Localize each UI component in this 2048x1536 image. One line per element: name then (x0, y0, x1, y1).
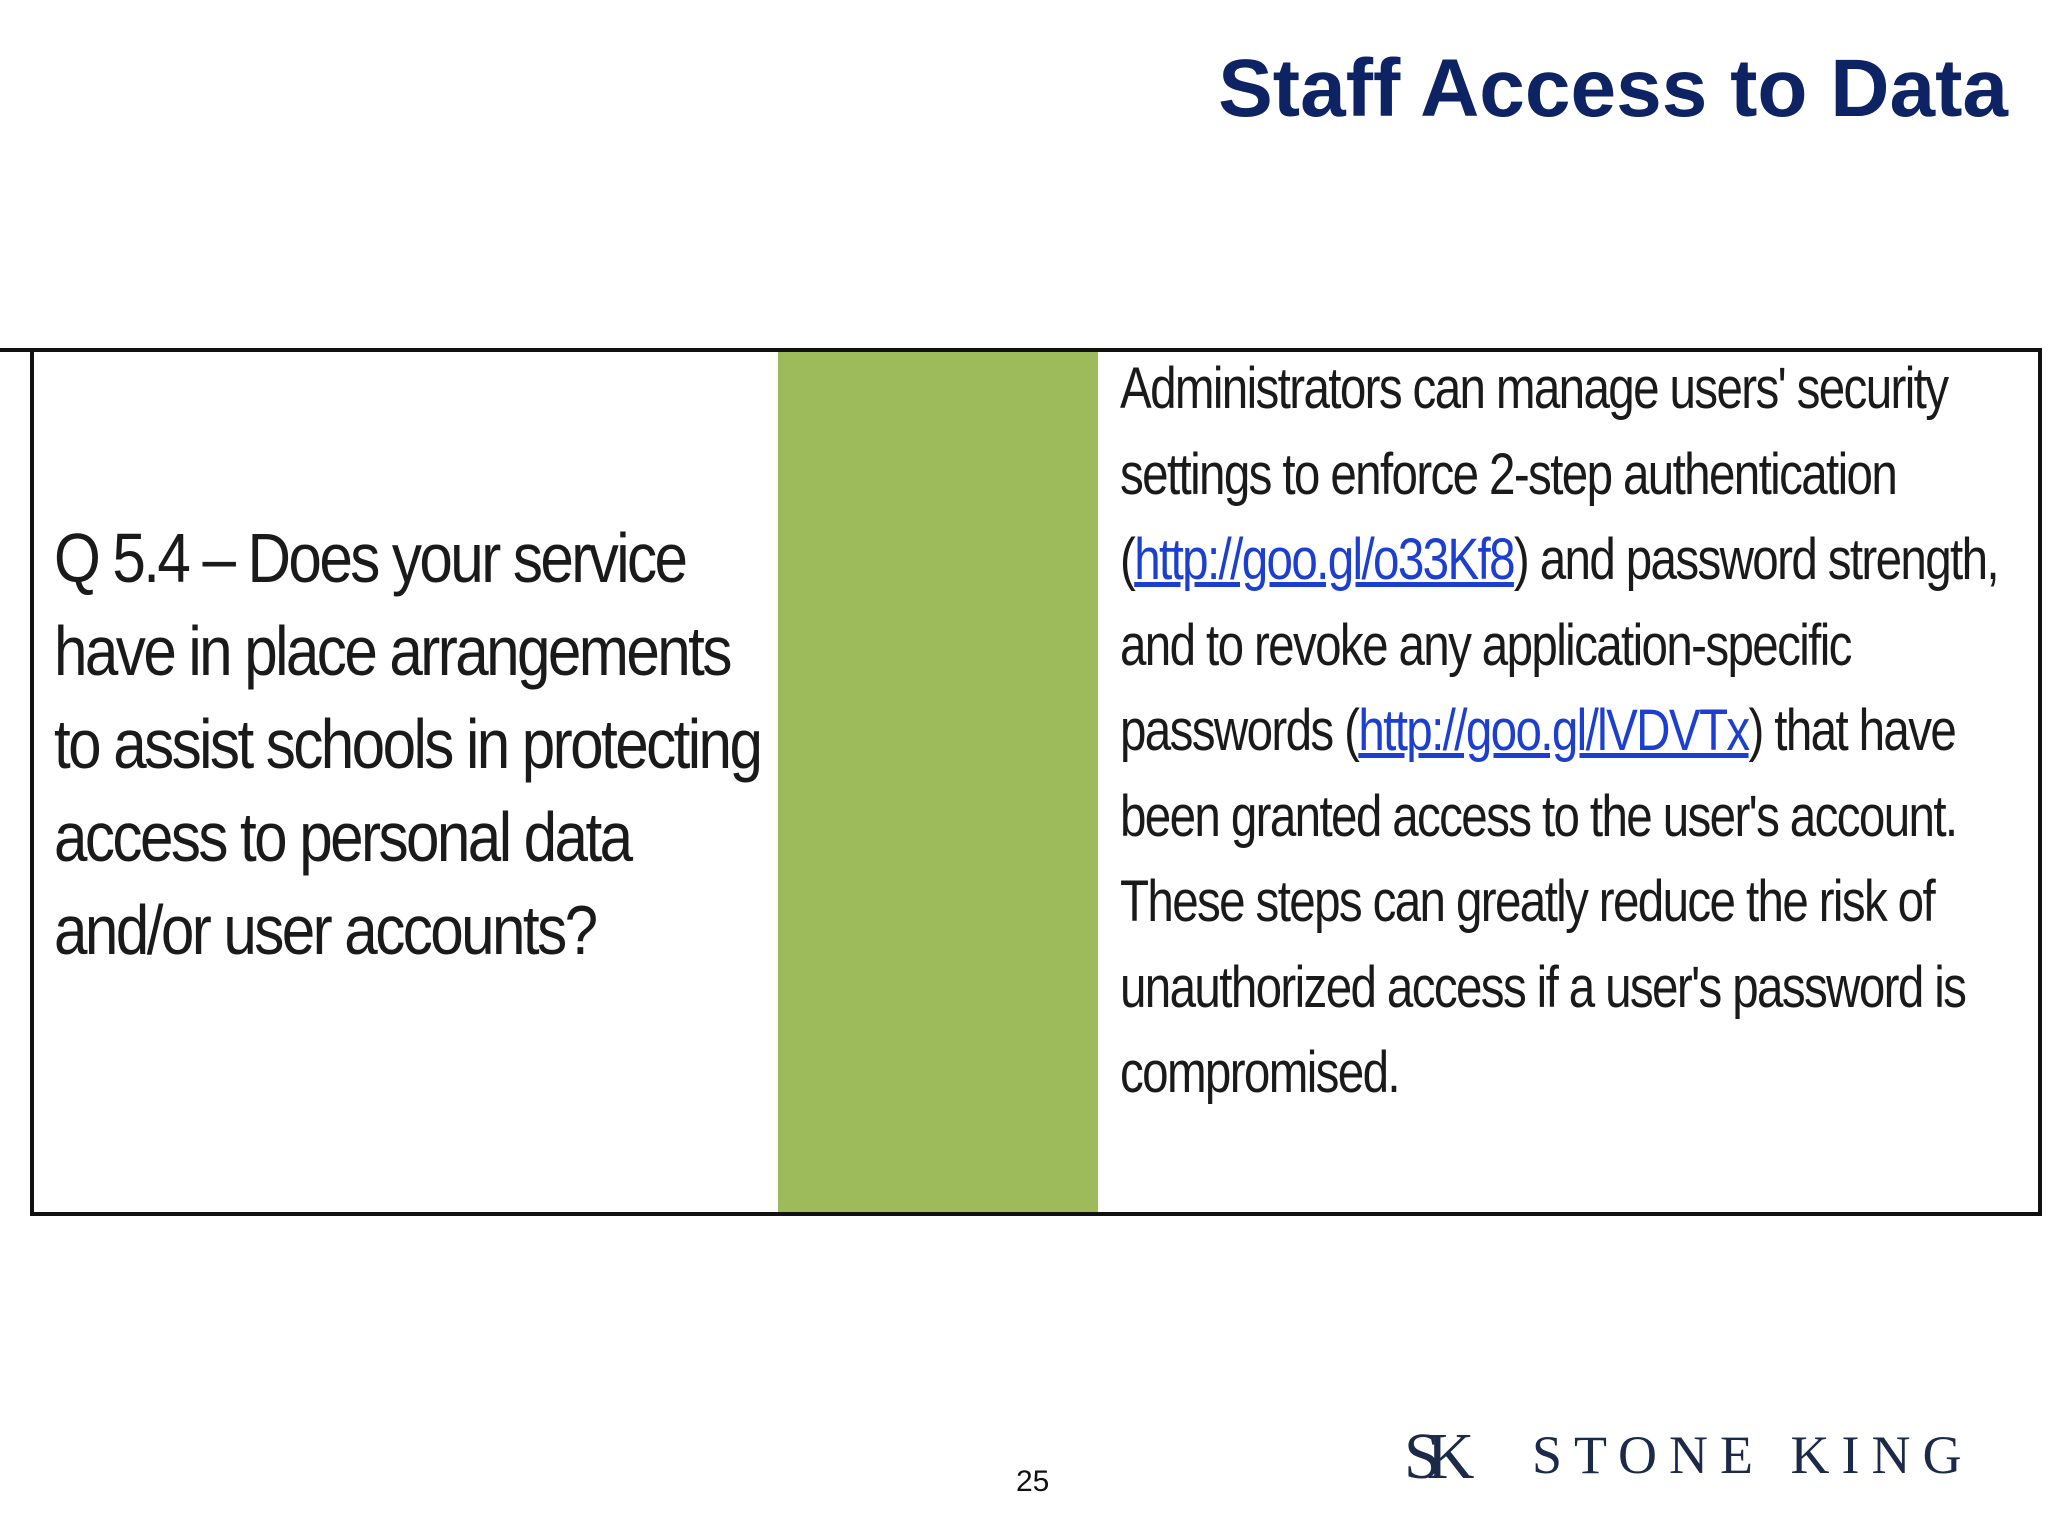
page-number: 25 (1016, 1465, 1050, 1498)
logo-mark-text: SK (1404, 1420, 1461, 1490)
answer-cell (1098, 348, 2042, 1216)
qa-table (0, 348, 2048, 1220)
slide-title: Staff Access to Data (1218, 43, 2008, 134)
two-step-auth-link[interactable]: http://goo.gl/o33Kf8 (1134, 527, 1514, 592)
table-edge-stub (0, 348, 32, 352)
question-cell (30, 348, 782, 1216)
status-color-cell (778, 348, 1102, 1216)
logo-wordmark: STONE KING (1532, 1425, 1974, 1485)
answer-text (1120, 346, 2022, 1116)
stone-king-logo (1404, 1420, 1974, 1490)
question-text: Q 5.4 – Does your service have in place arrangements to assist schools in protecting access to personal data and/or user accounts? (54, 519, 761, 969)
answer-text-part-1: Administrators can manage users' security settings to enforce 2-step authentication ( (1120, 356, 1948, 592)
answer-text-part-2: ) and password strength, and to revoke any application-specific passwords ( (1120, 527, 1999, 763)
answer-text-part-3: ) that have been granted access to the user's account. These steps can greatly reduce the risk of unauthorized access if a user's password is compromised. (1120, 698, 1966, 1105)
app-passwords-link[interactable]: http://goo.gl/lVDVTx (1358, 698, 1749, 763)
sk-monogram-icon (1404, 1420, 1492, 1490)
